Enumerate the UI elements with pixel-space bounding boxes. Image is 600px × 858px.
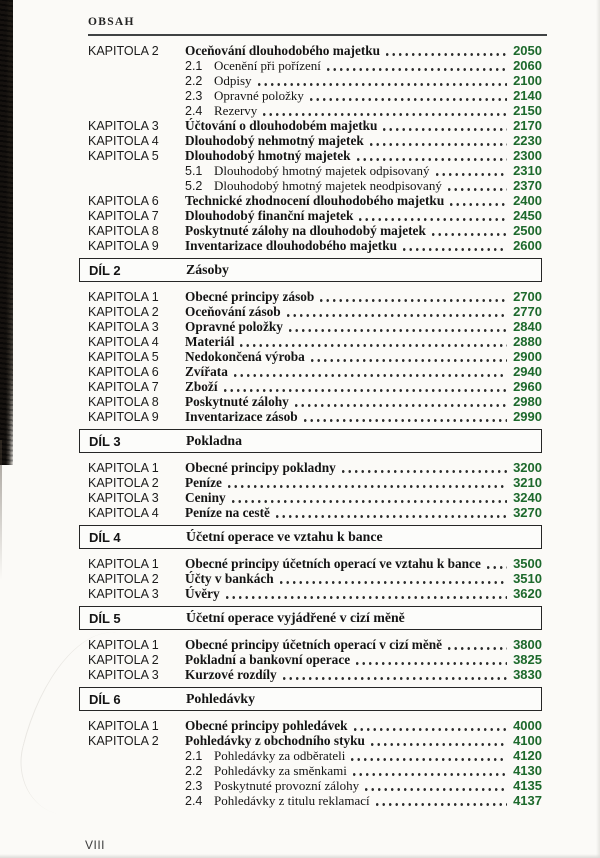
dot-leader [376,803,507,806]
part-label: DÍL 4 [89,529,121,545]
entry-title: Oceňování dlouhodobého majetku [185,43,381,58]
chapter-label: KAPITOLA 8 [88,395,159,409]
entry-title: Zvířata [185,364,228,379]
scan-edge-right-artifact [596,0,600,858]
page-number: 4137 [513,793,542,808]
part-title: Účetní operace ve vztahu k bance [186,529,383,544]
dot-leader [351,758,507,761]
toc-entry [88,58,542,73]
page-number: 2450 [513,208,542,223]
page-number: 3800 [513,637,542,652]
page-number: 3240 [513,490,542,505]
dot-leader [295,404,507,407]
chapter-label: KAPITOLA 9 [88,239,159,253]
dot-leader [310,98,507,101]
subsection-number: 2.3 [185,89,203,103]
part-header-box [79,258,542,282]
dot-leader [258,83,507,86]
chapter-label: KAPITOLA 8 [88,224,159,238]
toc-entry [88,460,542,475]
page-number: 2310 [513,163,542,178]
subsection-number: 2.1 [185,59,203,73]
page-number: 4000 [513,718,542,733]
entry-title: Zboží [185,379,218,394]
toc-entry [88,505,542,520]
toc-entry [88,178,542,193]
part-label: DÍL 6 [89,691,121,707]
chapter-label: KAPITOLA 3 [88,119,159,133]
page-number: 4100 [513,733,542,748]
chapter-label: KAPITOLA 3 [88,491,159,505]
entry-title: Opravné položky [185,319,283,334]
toc-entry [88,238,542,253]
dot-leader [383,128,507,131]
subsection-number: 2.2 [185,764,203,778]
page-header-title: OBSAH [88,16,135,28]
page-number: 3200 [513,460,542,475]
page-number: 3830 [513,667,542,682]
dot-leader [448,647,507,650]
chapter-label: KAPITOLA 6 [88,194,159,208]
page-number: 2300 [513,148,542,163]
toc-entry [88,349,542,364]
page-number: 2700 [513,289,542,304]
entry-title: Kurzové rozdíly [185,667,277,682]
dot-leader [263,113,507,116]
toc-entry [88,289,542,304]
page-number: 2060 [513,58,542,73]
toc-entry [88,304,542,319]
dot-leader [370,143,507,146]
subsection-number: 2.4 [185,104,203,118]
entry-title: Technické zhodnocení dlouhodobého majetku [185,193,445,208]
dot-leader [283,677,507,680]
entry-title: Dlouhodobý hmotný majetek neodpisovaný [214,178,442,193]
page-number: 2400 [513,193,542,208]
toc-list [88,43,542,808]
part-label: DÍL 3 [89,433,121,449]
page-number: 2050 [513,43,542,58]
dot-leader [448,188,507,191]
page-number: 4135 [513,778,542,793]
part-title: Pohledávky [186,691,255,706]
page-number: 3825 [513,652,542,667]
subsection-number: 2.2 [185,74,203,88]
entry-title: Poskytnuté zálohy na dlouhodobý majetek [185,223,426,238]
toc-entry [88,379,542,394]
entry-title: Inventarizace dlouhodobého majetku [185,238,398,253]
toc-entry [88,748,542,763]
dot-leader [432,233,507,236]
toc-entry [88,571,542,586]
dot-leader [280,581,507,584]
chapter-label: KAPITOLA 2 [88,44,159,58]
entry-title: Pohledávky za směnkami [214,763,347,778]
chapter-label: KAPITOLA 2 [88,734,159,748]
entry-title: Dlouhodobý hmotný majetek odpisovaný [214,163,430,178]
scan-edge-left-artifact [0,0,13,465]
dot-leader [240,344,507,347]
toc-entry [88,778,542,793]
dot-leader [224,389,507,392]
page-number: 2100 [513,73,542,88]
dot-leader [371,743,507,746]
entry-title: Pokladní a bankovní operace [185,652,351,667]
page-number: 2990 [513,409,542,424]
dot-leader [353,773,507,776]
chapter-label: KAPITOLA 1 [88,557,159,571]
page-number: 2900 [513,349,542,364]
part-header-box [79,525,542,549]
entry-title: Dlouhodobý finanční majetek [185,208,354,223]
scan-edge-bottom-artifact [0,854,600,858]
chapter-label: KAPITOLA 7 [88,380,159,394]
page-number: 2770 [513,304,542,319]
dot-leader [226,596,507,599]
entry-title: Účty v bankách [185,571,274,586]
dot-leader [354,728,507,731]
page-number: 2150 [513,103,542,118]
entry-title: Inventarizace zásob [185,409,298,424]
dot-leader [276,515,507,518]
toc-entry [88,409,542,424]
entry-title: Poskytnuté zálohy [185,394,289,409]
chapter-label: KAPITOLA 9 [88,410,159,424]
entry-title: Ceniny [185,490,226,505]
entry-title: Ocenění při pořízení [214,58,321,73]
toc-entry [88,475,542,490]
toc-entry [88,43,542,58]
header-rule [88,34,547,36]
entry-title: Dlouhodobý nehmotný majetek [185,133,364,148]
part-title: Účetní operace vyjádřené v cizí měně [186,610,405,625]
page-number: 2980 [513,394,542,409]
chapter-label: KAPITOLA 3 [88,587,159,601]
chapter-label: KAPITOLA 3 [88,320,159,334]
entry-title: Pohledávky z obchodního styku [185,733,365,748]
toc-entry [88,193,542,208]
entry-title: Účtování o dlouhodobém majetku [185,118,378,133]
chapter-label: KAPITOLA 4 [88,134,159,148]
toc-entry [88,793,542,808]
page-number: 4120 [513,748,542,763]
toc-entry [88,208,542,223]
part-title: Pokladna [186,433,242,448]
dot-leader [287,314,507,317]
page-number: 2600 [513,238,542,253]
page-content [88,16,542,808]
toc-entry [88,319,542,334]
toc-entry [88,763,542,778]
dot-leader [357,158,508,161]
page-number: 2880 [513,334,542,349]
part-label: DÍL 5 [89,610,121,626]
chapter-label: KAPITOLA 2 [88,476,159,490]
dot-leader [450,203,507,206]
dot-leader [356,662,507,665]
page-number: 2940 [513,364,542,379]
toc-entry [88,733,542,748]
dot-leader [304,419,507,422]
entry-title: Rezervy [214,103,258,118]
page-number: 2140 [513,88,542,103]
toc-entry [88,223,542,238]
page-number: 3510 [513,571,542,586]
entry-title: Obecné principy účetních operací v cizí měně [185,637,443,652]
dot-leader [359,218,507,221]
entry-title: Pohledávky za odběrateli [214,748,346,763]
subsection-number: 5.2 [185,179,203,193]
page-number: 2840 [513,319,542,334]
toc-entry [88,118,542,133]
page-number: 3500 [513,556,542,571]
page-number: 2960 [513,379,542,394]
toc-entry [88,88,542,103]
chapter-label: KAPITOLA 3 [88,668,159,682]
part-header-box [79,606,542,630]
toc-entry [88,718,542,733]
chapter-label: KAPITOLA 2 [88,305,159,319]
page-number: 3210 [513,475,542,490]
toc-entry [88,652,542,667]
dot-leader [232,500,507,503]
entry-title: Obecné principy účetních operací ve vztahu k bance [185,556,481,571]
toc-entry [88,556,542,571]
dot-leader [289,329,507,332]
toc-entry [88,103,542,118]
page-number: 2230 [513,133,542,148]
entry-title: Pohledávky z titulu reklamací [214,793,370,808]
chapter-label: KAPITOLA 4 [88,506,159,520]
chapter-label: KAPITOLA 6 [88,365,159,379]
chapter-label: KAPITOLA 5 [88,149,159,163]
toc-entry [88,334,542,349]
page-number: 2370 [513,178,542,193]
entry-title: Obecné principy pokladny [185,460,336,475]
toc-entry [88,490,542,505]
dot-leader [436,173,507,176]
toc-entry [88,586,542,601]
dot-leader [311,359,507,362]
chapter-label: KAPITOLA 2 [88,572,159,586]
toc-entry [88,163,542,178]
entry-title: Úvěry [185,586,220,601]
entry-title: Nedokončená výroba [185,349,305,364]
dot-leader [487,566,507,569]
toc-entry [88,73,542,88]
chapter-label: KAPITOLA 4 [88,335,159,349]
dot-leader [342,470,507,473]
dot-leader [403,248,507,251]
chapter-label: KAPITOLA 1 [88,290,159,304]
footer-page-number: VIII [85,838,106,852]
entry-title: Opravné položky [214,88,304,103]
dot-leader [365,788,507,791]
page-number: 3270 [513,505,542,520]
part-header-box [79,429,542,453]
chapter-label: KAPITOLA 1 [88,461,159,475]
entry-title: Peníze na cestě [185,505,270,520]
page-number: 2170 [513,118,542,133]
toc-entry [88,133,542,148]
part-header-box [79,687,542,711]
entry-title: Materiál [185,334,235,349]
entry-title: Obecné principy pohledávek [185,718,348,733]
page-number: 3620 [513,586,542,601]
entry-title: Oceňování zásob [185,304,281,319]
dot-leader [327,68,507,71]
entry-title: Dlouhodobý hmotný majetek [185,148,351,163]
chapter-label: KAPITOLA 1 [88,719,159,733]
dot-leader [234,374,507,377]
page-number: 2500 [513,223,542,238]
subsection-number: 2.3 [185,779,203,793]
entry-title: Poskytnuté provozní zálohy [214,778,360,793]
entry-title: Peníze [185,475,222,490]
toc-entry [88,637,542,652]
part-label: DÍL 2 [89,262,121,278]
dot-leader [386,53,507,56]
dot-leader [228,485,507,488]
subsection-number: 2.4 [185,794,203,808]
subsection-number: 2.1 [185,749,203,763]
entry-title: Odpisy [214,73,252,88]
toc-entry [88,394,542,409]
subsection-number: 5.1 [185,164,203,178]
dot-leader [320,299,507,302]
page-number: 4130 [513,763,542,778]
chapter-label: KAPITOLA 7 [88,209,159,223]
chapter-label: KAPITOLA 1 [88,638,159,652]
toc-entry [88,148,542,163]
part-title: Zásoby [186,262,229,277]
entry-title: Obecné principy zásob [185,289,315,304]
chapter-label: KAPITOLA 5 [88,350,159,364]
scan-edge-left-tail-artifact [0,440,2,580]
toc-entry [88,667,542,682]
toc-entry [88,364,542,379]
chapter-label: KAPITOLA 2 [88,653,159,667]
